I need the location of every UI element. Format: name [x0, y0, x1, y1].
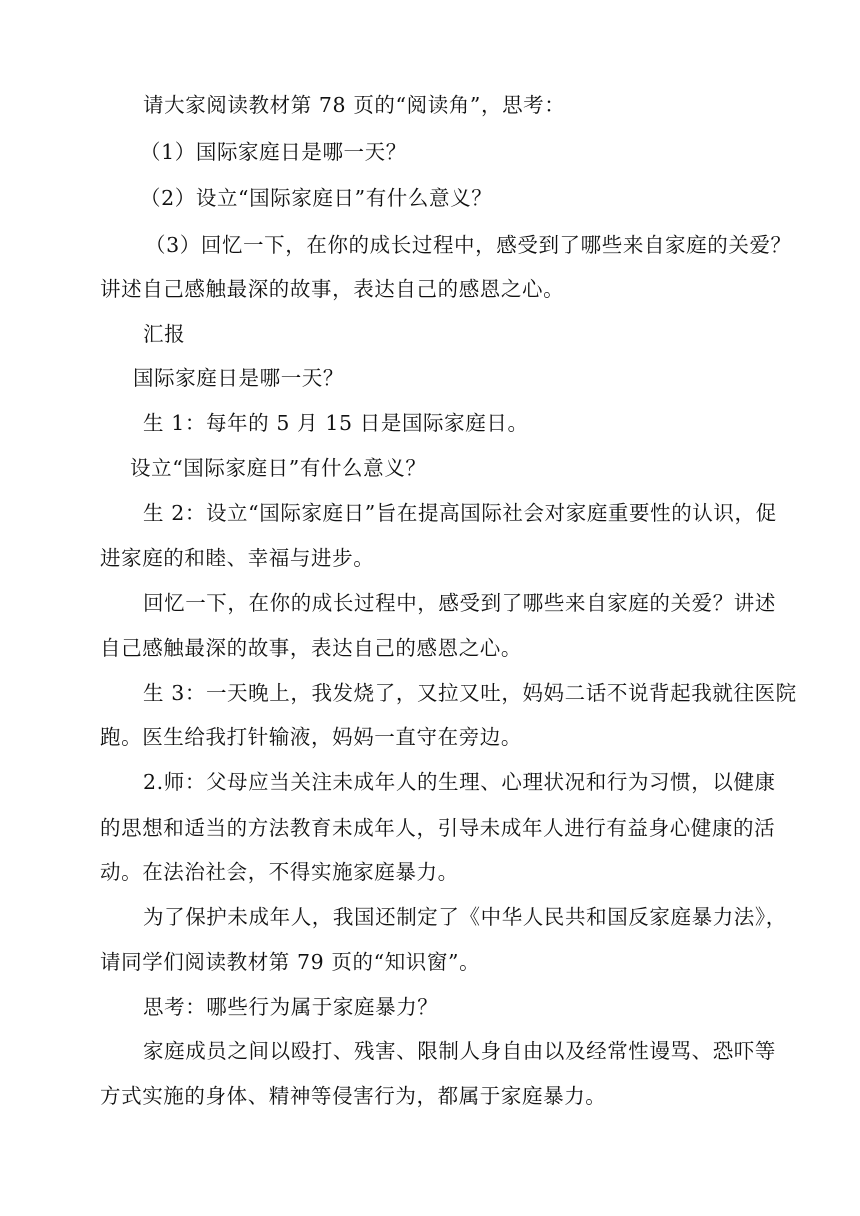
paragraph-line: 讲述自己感触最深的故事，表达自己的感恩之心。 [100, 277, 565, 301]
paragraph-line: （1）国际家庭日是哪一天？ [140, 140, 407, 164]
paragraph-line: 2.师：父母应当关注未成年人的生理、心理状况和行为习惯，以健康 [143, 770, 776, 794]
paragraph-line: 为了保护未成年人，我国还制定了《中华人民共和国反家庭暴力法》， [143, 905, 787, 929]
paragraph-line: 回忆一下，在你的成长过程中，感受到了哪些来自家庭的关爱？讲述 [143, 591, 776, 615]
paragraph-line: 自己感触最深的故事，表达自己的感恩之心。 [100, 636, 522, 660]
paragraph-line: 请同学们阅读教材第 79 页的“知识窗”。 [100, 950, 481, 974]
paragraph-line: （3）回忆一下，在你的成长过程中，感受到了哪些来自家庭的关爱？ [145, 233, 792, 257]
paragraph-line: 生 1：每年的 5 月 15 日是国际家庭日。 [143, 411, 529, 435]
paragraph-line: 请大家阅读教材第 78 页的“阅读角”，思考： [143, 93, 566, 117]
paragraph-line: 汇报 [143, 322, 186, 346]
paragraph-line: 的思想和适当的方法教育未成年人，引导未成年人进行有益身心健康的活 [100, 816, 776, 840]
paragraph-line: 方式实施的身体、精神等侵害行为，都属于家庭暴力。 [100, 1084, 607, 1108]
paragraph-line: （2）设立“国际家庭日”有什么意义？ [140, 186, 493, 210]
paragraph-line: 家庭成员之间以殴打、残害、限制人身自由以及经常性谩骂、恐吓等 [143, 1039, 776, 1063]
paragraph-line: 生 2：设立“国际家庭日”旨在提高国际社会对家庭重要性的认识，促 [143, 501, 777, 525]
paragraph-line: 生 3：一天晚上，我发烧了，又拉又吐，妈妈二话不说背起我就往医院 [143, 681, 797, 705]
paragraph-line: 国际家庭日是哪一天？ [133, 366, 344, 390]
paragraph-line: 跑。医生给我打针输液，妈妈一直守在旁边。 [100, 725, 522, 749]
paragraph-line: 设立“国际家庭日”有什么意义？ [130, 456, 427, 480]
paragraph-line: 思考：哪些行为属于家庭暴力？ [143, 995, 439, 1019]
paragraph-line: 动。在法治社会，不得实施家庭暴力。 [100, 860, 459, 884]
paragraph-line: 进家庭的和睦、幸福与进步。 [100, 546, 375, 570]
